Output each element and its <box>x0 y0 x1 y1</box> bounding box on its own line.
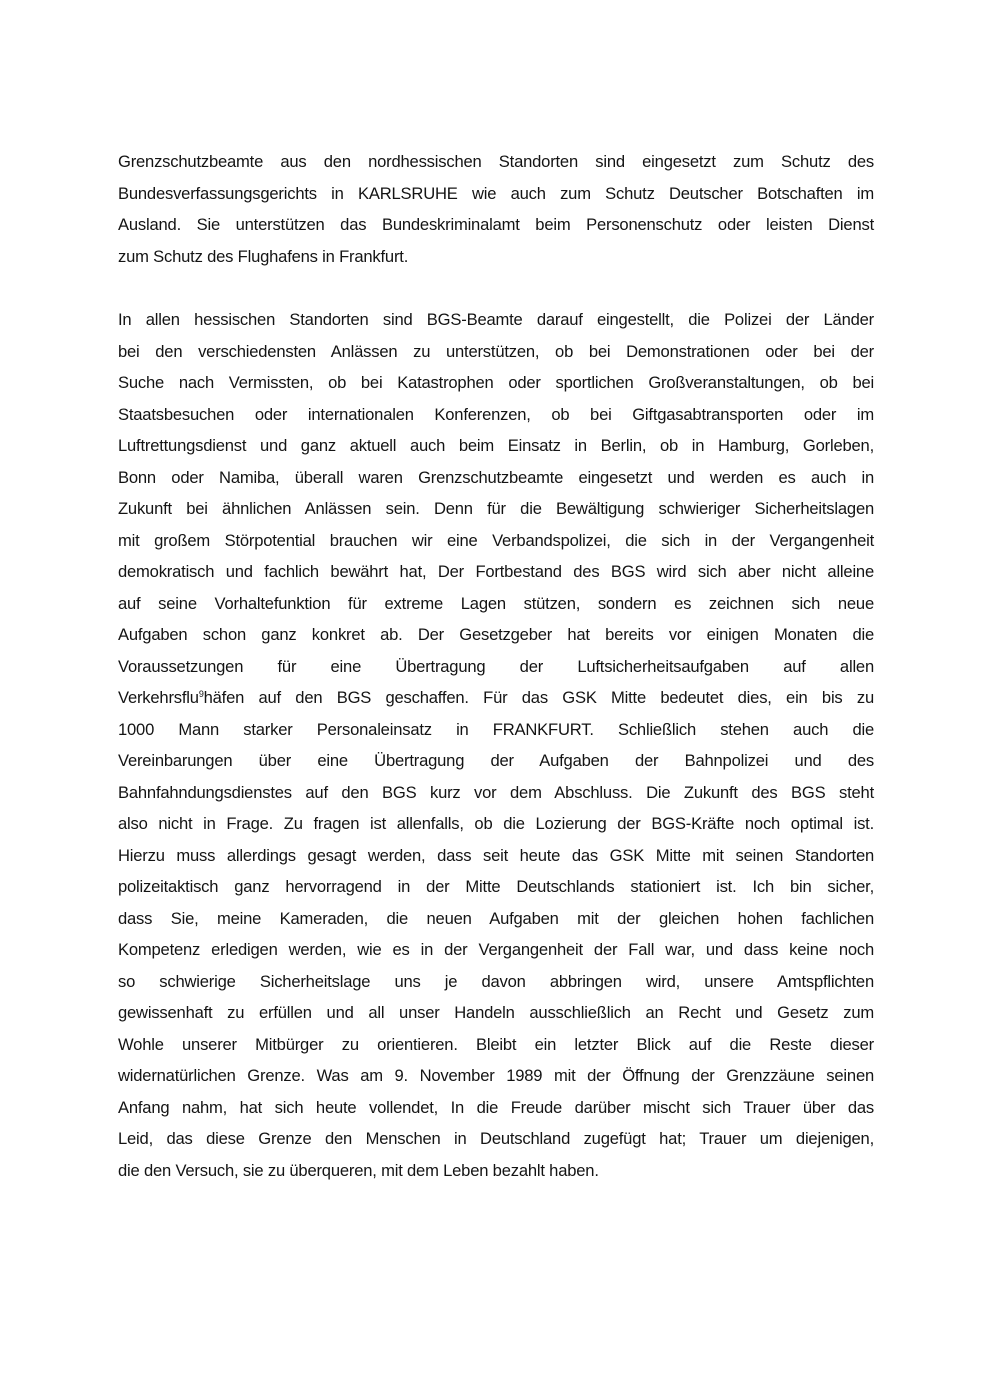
text-line: Grenzschutzbeamte aus den nordhessischen Standorten sind eingesetzt zum Schutz des <box>118 152 874 171</box>
paragraph <box>118 146 874 272</box>
text-line: Staatsbesuchen oder internationalen Konferenzen, ob bei Giftgasabtransporten oder im <box>118 404 874 424</box>
text-line: widernatürlichen Grenze. Was am 9. November 1989 mit der Öffnung der Grenzzäune seinen <box>118 1066 874 1085</box>
text-line <box>118 682 874 714</box>
text-segment: häfen auf den BGS geschaffen. Für das GSK Mitte bedeutet dies, ein bis zu <box>203 688 874 707</box>
text-line: Hierzu muss allerdings gesagt werden, dass seit heute das GSK Mitte mit seinen Standorten <box>118 845 874 865</box>
text-line: dass Sie, meine Kameraden, die neuen Aufgaben mit der gleichen hohen fachlichen <box>118 908 874 928</box>
text-line: Bonn oder Namiba, überall waren Grenzschutzbeamte eingesetzt und werden es auch in <box>118 467 874 487</box>
text-line: bei den verschiedensten Anlässen zu unterstützen, ob bei Demonstrationen oder bei der <box>118 341 874 361</box>
text-line: demokratisch und fachlich bewährt hat, Der Fortbestand des BGS wird sich aber nicht alleine <box>118 562 874 581</box>
text-line: Voraussetzungen für eine Übertragung der Luftsicherheitsaufgaben auf allen <box>118 656 874 676</box>
text-line: Anfang nahm, hat sich heute vollendet, In die Freude darüber mischt sich Trauer über das <box>118 1097 874 1117</box>
text-line: also nicht in Frage. Zu fragen ist allenfalls, ob die Lozierung der BGS-Kräfte noch optimal ist. <box>118 814 874 833</box>
text-line: Bahnfahndungsdienstes auf den BGS kurz vor dem Abschluss. Die Zukunft des BGS steht <box>118 782 874 802</box>
text-line: Bundesverfassungsgerichts in KARLSRUHE wie auch zum Schutz Deutscher Botschaften im <box>118 183 874 203</box>
text-line: gewissenhaft zu erfüllen und all unser Handeln ausschließlich an Recht und Gesetz zum <box>118 1003 874 1022</box>
text-line: Ausland. Sie unterstützen das Bundeskriminalamt beim Personenschutz oder leisten Dienst <box>118 215 874 234</box>
text-line: 1000 Mann starker Personaleinsatz in FRANKFURT. Schließlich stehen auch die <box>118 719 874 739</box>
text-line: Leid, das diese Grenze den Menschen in Deutschland zugefügt hat; Trauer um diejenigen, <box>118 1129 874 1148</box>
text-line: polizeitaktisch ganz hervorragend in der Mitte Deutschlands stationiert ist. Ich bin sicher, <box>118 877 874 896</box>
text-line: In allen hessischen Standorten sind BGS-Beamte darauf eingestellt, die Polizei der Länder <box>118 310 874 329</box>
text-line: zum Schutz des Flughafens in Frankfurt. <box>118 246 409 266</box>
document-page <box>118 146 874 1186</box>
text-line: Kompetenz erledigen werden, wie es in der Vergangenheit der Fall war, und dass keine noch <box>118 940 874 959</box>
text-line: Wohle unserer Mitbürger zu orientieren. Bleibt ein letzter Blick auf die Reste dieser <box>118 1034 874 1054</box>
text-line: Aufgaben schon ganz konkret ab. Der Gesetzgeber hat bereits vor einigen Monaten die <box>118 625 874 644</box>
text-line: Zukunft bei ähnlichen Anlässen sein. Denn für die Bewältigung schwieriger Sicherheitslagen <box>118 499 874 518</box>
text-segment: Verkehrsflu <box>118 688 199 707</box>
text-line: auf seine Vorhaltefunktion für extreme Lagen stützen, sondern es zeichnen sich neue <box>118 593 874 613</box>
text-line: Luftrettungsdienst und ganz aktuell auch beim Einsatz in Berlin, ob in Hamburg, Gorleben, <box>118 436 874 455</box>
text-line: so schwierige Sicherheitslage uns je davon abbringen wird, unsere Amtspflichten <box>118 971 874 991</box>
text-line: die den Versuch, sie zu überqueren, mit dem Leben bezahlt haben. <box>118 1160 599 1180</box>
text-line: mit großem Störpotential brauchen wir eine Verbandspolizei, die sich in der Vergangenheit <box>118 530 874 550</box>
footnote-marker: 9 <box>198 689 204 699</box>
text-line: Suche nach Vermissten, ob bei Katastrophen oder sportlichen Großveranstaltungen, ob bei <box>118 373 874 392</box>
paragraph <box>118 304 874 1186</box>
text-line: Vereinbarungen über eine Übertragung der Aufgaben der Bahnpolizei und des <box>118 751 874 770</box>
